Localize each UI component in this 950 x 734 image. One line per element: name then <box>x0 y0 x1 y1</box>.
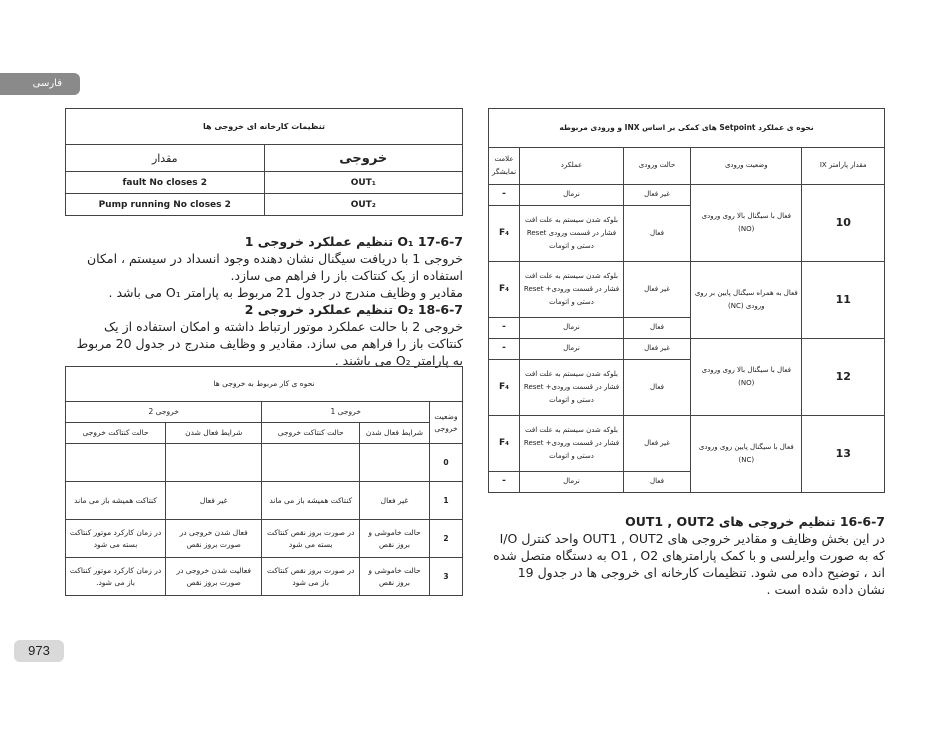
table1-output-cell: OUT₁ <box>264 172 463 194</box>
table3-col-input-mode: حالت ورودی <box>623 148 690 185</box>
table-cell: فعالیت شدن خروجی در صورت بروز نقص <box>166 558 262 596</box>
table-cell: فعال شدن خروجی در صورت بروز نقص <box>166 520 262 558</box>
table3-input-mode: فعال <box>623 206 690 262</box>
table3-display-symbol: - <box>489 185 520 206</box>
table-cell: حالت خاموشی و بروز نقص <box>359 520 429 558</box>
table-cell: در زمان کارکرد موتور کنتاکت بسته می شود <box>66 520 166 558</box>
output2-description: خروجی 2 با حالت عملکرد موتور ارتباط داشته و امکان استفاده از یک کنتاکت باز را فراهم می سازد. مقادیر و وظایف مندرج در جدول 20 مربوط به پارامتر O₂ می باشند . <box>76 319 463 368</box>
table2-sub-activate: شرایط فعال شدن <box>359 423 429 444</box>
outputs-description: در این بخش وظایف و مقادیر خروجی های OUT1 , OUT2 واحد کنترل I/O که به صورت وایرلسی و با کمک پارامترهای O1 , O2 به دستگاه متصل شده اند ، توضیح داده می شود. تنظیمات کارخانه ای خروجی ها در جدول 19 نشان داده شده است . <box>493 531 885 597</box>
table3-input-mode: فعال <box>623 360 690 416</box>
table3-input-state: فعال با سیگنال بالا روی ورودی (NO) <box>691 185 802 262</box>
table3-param-value: 10 <box>802 185 885 262</box>
table-cell <box>262 444 360 482</box>
table3-display-symbol: F₄ <box>489 416 520 472</box>
table2-group-output2: خروجی 2 <box>66 402 262 423</box>
table-cell: در زمان کارکرد موتور کنتاکت باز می شود. <box>66 558 166 596</box>
table-cell <box>359 444 429 482</box>
table-cell: غیر فعال <box>166 482 262 520</box>
table3-input-mode: فعال <box>623 472 690 493</box>
table2-row-num: 0 <box>430 444 463 482</box>
table3-col-display: علامت نمایشگر <box>489 148 520 185</box>
table3-input-mode: فعال <box>623 318 690 339</box>
output1-description: خروجی 1 با دریافت سیگنال نشان دهنده وجود انسداد در سیستم ، امکان استفاده از یک کنتاکت باز را فراهم می سازد. <box>86 251 463 283</box>
table1-output-cell: OUT₂ <box>264 194 463 216</box>
table-cell: کنتاکت همیشه باز می ماند <box>66 482 166 520</box>
section-heading-outputs: 16-6-7 تنظیم خروجی های OUT1 , OUT2 <box>625 514 885 529</box>
table3-input-mode: غیر فعال <box>623 416 690 472</box>
table-cell <box>66 444 166 482</box>
section-heading-output1: O₁ 17-6-7 تنظیم عملکرد خروجی 1 <box>244 234 463 249</box>
table3-display-symbol: - <box>489 318 520 339</box>
table3-input-mode: غیر فعال <box>623 185 690 206</box>
page-number: 973 <box>14 640 64 662</box>
outputs-settings-section <box>488 513 885 598</box>
table2-sub-contact: حالت کنتاکت خروجی <box>262 423 360 444</box>
table3-input-state: فعال با سیگنال پایین روی ورودی (NC) <box>691 416 802 493</box>
table3-input-mode: غیر فعال <box>623 339 690 360</box>
table2-row-num: 1 <box>430 482 463 520</box>
table2-title: نحوه ی کار مربوط به خروجی ها <box>66 367 463 402</box>
section-heading-output2: O₂ 18-6-7 تنظیم عملکرد خروجی 2 <box>244 302 463 317</box>
table3-col-param: مقدار پارامتر IX <box>802 148 885 185</box>
table3-title: نحوه ی عملکرد Setpoint های کمکی بر اساس INX و ورودی مربوطه <box>489 109 885 148</box>
table2-group-output1: خروجی 1 <box>262 402 430 423</box>
language-tab[interactable]: فارسی <box>0 73 80 95</box>
table3-function: نرمال <box>520 339 624 360</box>
table3-display-symbol: - <box>489 339 520 360</box>
table3-function: نرمال <box>520 185 624 206</box>
table3-display-symbol: F₄ <box>489 360 520 416</box>
table3-param-value: 13 <box>802 416 885 493</box>
factory-output-settings-table <box>65 108 463 216</box>
table3-function: نرمال <box>520 318 624 339</box>
table-cell: در صورت بروز نقص کنتاکت بسته می شود <box>262 520 360 558</box>
table3-input-state: فعال با سیگنال بالا روی ورودی (NO) <box>691 339 802 416</box>
table1-title: تنظیمات کارخانه ای خروجی ها <box>66 109 463 145</box>
table-cell <box>166 444 262 482</box>
table1-value-cell: Pump running No closes 2 <box>66 194 265 216</box>
table3-col-function: عملکرد <box>520 148 624 185</box>
table2-sub-activate: شرایط فعال شدن <box>166 423 262 444</box>
table-cell: حالت خاموشی و بروز نقص <box>359 558 429 596</box>
table2-row-num: 3 <box>430 558 463 596</box>
table3-function: نرمال <box>520 472 624 493</box>
table-cell: کنتاکت همیشه باز می ماند <box>262 482 360 520</box>
table-cell: غیر فعال <box>359 482 429 520</box>
table1-col-output: خروجی <box>264 145 463 172</box>
table1-value-cell: fault No closes 2 <box>66 172 265 194</box>
table3-input-state: فعال به همراه سیگنال پایین بر روی ورودی (NC) <box>691 262 802 339</box>
table2-row-num: 2 <box>430 520 463 558</box>
aux-setpoint-table <box>488 108 885 493</box>
table3-col-input-state: وضعیت ورودی <box>691 148 802 185</box>
output1-values-note: مقادیر و وظایف مندرج در جدول 21 مربوط به پارامتر O₁ می باشد . <box>108 285 463 300</box>
table3-function: بلوکه شدن سیستم به علت افت فشار در قسمت ورودی+ Reset دستی و اتومات <box>520 262 624 318</box>
table3-input-mode: غیر فعال <box>623 262 690 318</box>
table3-param-value: 11 <box>802 262 885 339</box>
table-cell: در صورت بروز نقص کنتاکت باز می شود <box>262 558 360 596</box>
table2-col-state: وضعیت خروجی <box>430 402 463 444</box>
output-function-section <box>65 233 463 369</box>
table3-param-value: 12 <box>802 339 885 416</box>
table2-sub-contact: حالت کنتاکت خروجی <box>66 423 166 444</box>
table3-display-symbol: F₄ <box>489 206 520 262</box>
table3-function: بلوکه شدن سیستم به علت افت فشار در قسمت ورودی Reset دستی و اتومات <box>520 206 624 262</box>
table3-function: بلوکه شدن سیستم به علت افت فشار در قسمت ورودی+ Reset دستی و اتومات <box>520 360 624 416</box>
output-operation-table <box>65 366 463 596</box>
table3-display-symbol: F₄ <box>489 262 520 318</box>
table3-display-symbol: - <box>489 472 520 493</box>
table1-col-value: مقدار <box>66 145 265 172</box>
table3-function: بلوکه شدن سیستم به علت افت فشار در قسمت ورودی+ Reset دستی و اتومات <box>520 416 624 472</box>
